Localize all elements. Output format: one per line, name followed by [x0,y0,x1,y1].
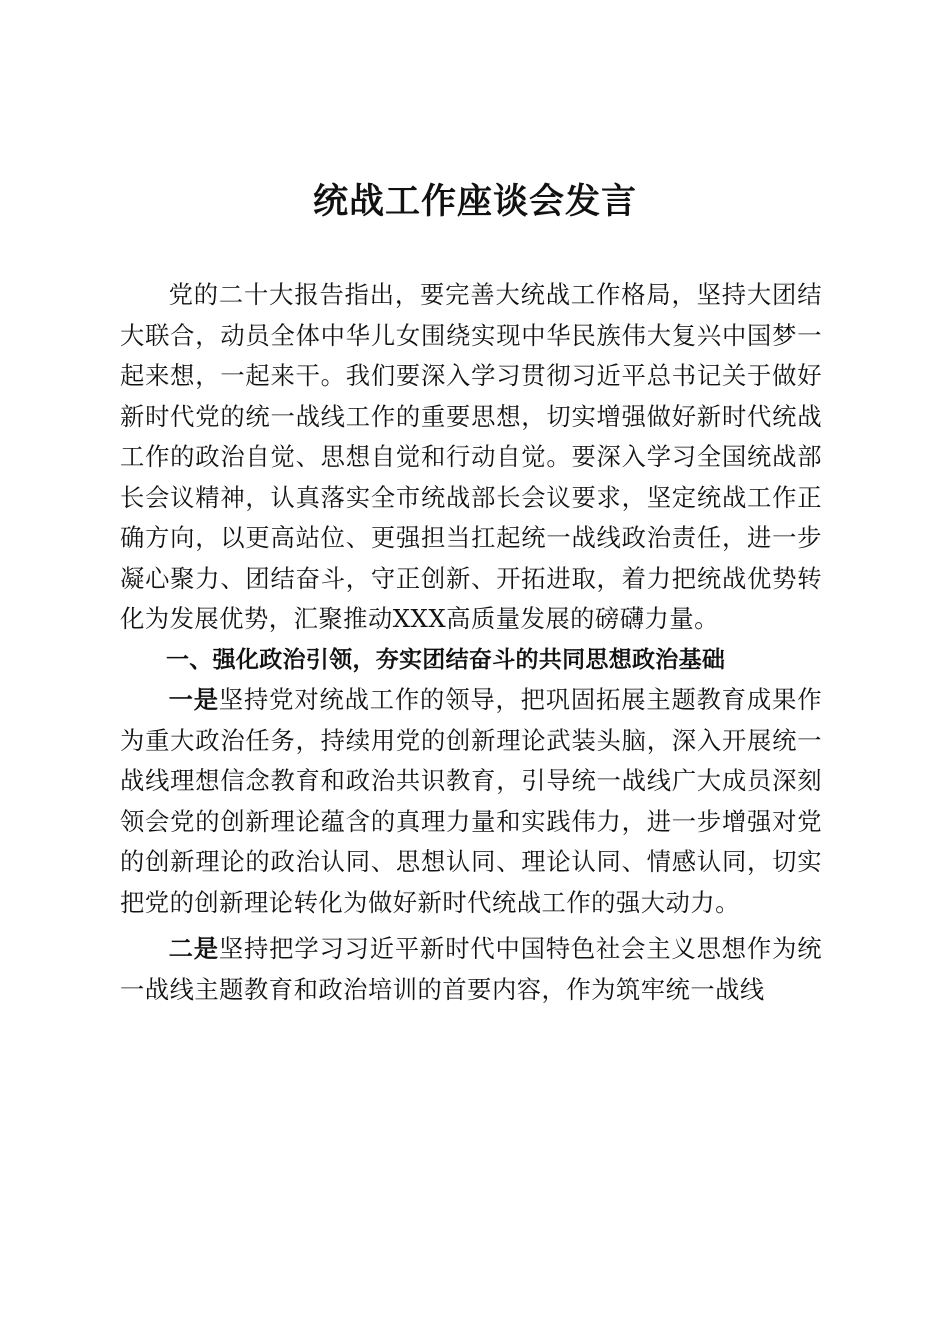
document-title: 统战工作座谈会发言 [312,181,637,222]
point-paragraph-2 [120,929,822,1010]
section-heading-1: 一、强化政治引领，夯实团结奋斗的共同思想政治基础 [166,646,726,673]
intro-paragraph: 党的二十大报告指出，要完善大统战工作格局，坚持大团结大联合，动员全体中华儿女围绕实现中华民族伟大复兴中国梦一起来想，一起来干。我们要深入学习贯彻习近平总书记关于做好新时代党的统一战线工作的重要思想，切实增强做好新时代统战工作的政治自觉、思想自觉和行动自觉。要深入学习全国统战部长会议精神，认真落实全市统战部长会议要求，坚定统战工作正确方向，以更高站位、更强担当扛起统一战线政治责任，进一步凝心聚力、团结奋斗，守正创新、开拓进取，着力把统战优势转化为发展优势，汇聚推动XXX高质量发展的磅礴力量。 [120,280,822,633]
point-text-1: 坚持党对统战工作的领导，把巩固拓展主题教育成果作为重大政治任务，持续用党的创新理论武装头脑，深入开展统一战线理想信念教育和政治共识教育，引导统一战线广大成员深刻领会党的创新理论蕴含的真理力量和实践伟力，进一步增强对党的创新理论的政治认同、思想认同、理论认同、情感认同，切实把党的创新理论转化为做好新时代统战工作的强大动力。 [120,685,823,917]
point-paragraph-1 [120,680,822,923]
point-lead-2: 二是 [168,934,219,963]
point-lead-1: 一是 [168,685,219,714]
point-text-2: 坚持把学习习近平新时代中国特色社会主义思想作为统一战线主题教育和政治培训的首要内容，作为筑牢统一战线 [120,934,823,1004]
document-body [120,275,822,1010]
